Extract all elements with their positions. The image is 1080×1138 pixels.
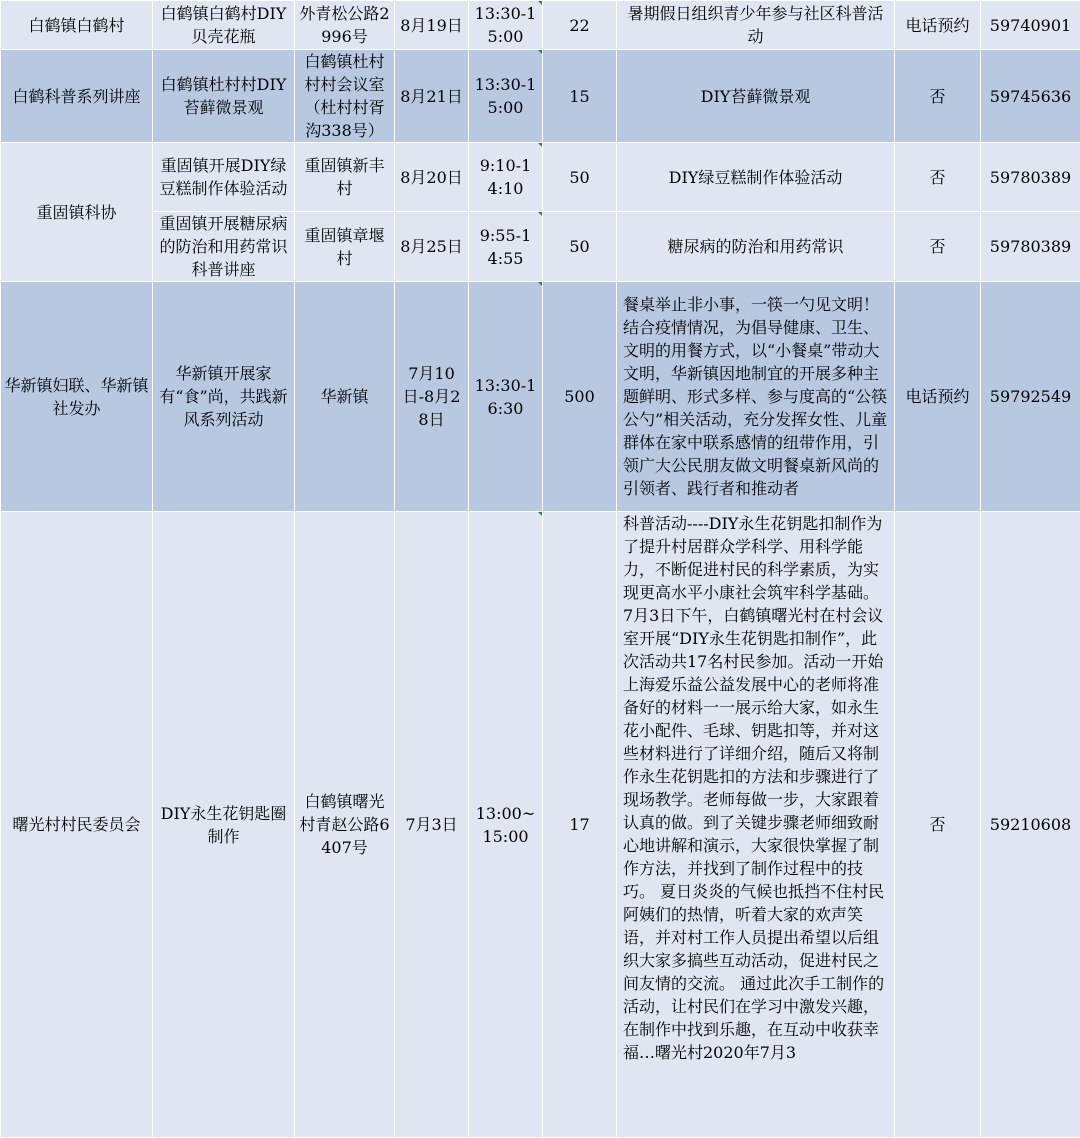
date-cell: 8月25日 — [395, 212, 469, 282]
date-cell: 7月10日-8月28日 — [395, 282, 469, 512]
activity-cell: 白鹤镇杜村村DIY苔藓微景观 — [153, 50, 295, 143]
time-cell: 9:10-14:10 — [469, 143, 543, 212]
count-cell: 15 — [543, 50, 617, 143]
date-cell: 8月21日 — [395, 50, 469, 143]
booking-cell: 电话预约 — [895, 1, 981, 50]
location-cell: 重固镇章堰村 — [295, 212, 395, 282]
time-cell: 13:30-15:00 — [469, 1, 543, 50]
date-cell: 8月20日 — [395, 143, 469, 212]
time-cell: 13:30-16:30 — [469, 282, 543, 512]
count-cell: 17 — [543, 512, 617, 1138]
location-cell: 外青松公路2996号 — [295, 1, 395, 50]
booking-cell: 电话预约 — [895, 282, 981, 512]
activity-cell: DIY永生花钥匙圈制作 — [153, 512, 295, 1138]
phone-cell: 59745636 — [981, 50, 1080, 143]
description-cell: DIY苔藓微景观 — [617, 50, 895, 143]
organizer-cell: 华新镇妇联、华新镇社发办 — [1, 282, 153, 512]
table-row — [1, 1, 1080, 50]
location-cell: 白鹤镇曙光村青赵公路6407号 — [295, 512, 395, 1138]
booking-cell: 否 — [895, 212, 981, 282]
location-cell: 白鹤镇杜村村村会议室（杜村村胥沟338号） — [295, 50, 395, 143]
description-text: 科普活动----DIY永生花钥匙扣制作为了提升村居群众学科学、用科学能力，不断促进村民的科学素质，为实现更高水平小康社会筑牢科学基础。7月3日下午，白鹤镇曙光村在村会议室开展“DIY永生花钥匙扣制作”，此次活动共17名村民参加。活动一开始上海爱乐益公益发展中心的老师将准备好的材料一一展示给大家，如永生花小配件、毛球、钥匙扣等，并对这些材料进行了详细介绍，随后又将制作永生花钥匙扣的方法和步骤进行了现场教学。老师每做一步，大家跟着认真的做。到了关键步骤老师细致耐心地讲解和演示，大家很快掌握了制作方法，并找到了制作过程中的技巧。 夏日炎炎的气候也抵挡不住村民阿姨们的热情，听着大家的欢声笑语，并对村工作人员提出希望以后组织大家多搞些互动活动，促进村民之间友情的交流。 通过此次手工制作的活动，让村民们在学习中激发兴趣，在制作中找到乐趣，在互动中收获幸福…曙光村2020年7月3 — [623, 512, 888, 1064]
phone-cell: 59780389 — [981, 143, 1080, 212]
organizer-cell: 重固镇科协 — [1, 143, 153, 282]
count-cell: 50 — [543, 212, 617, 282]
activity-cell: 重固镇开展糖尿病的防治和用药常识科普讲座 — [153, 212, 295, 282]
description-cell: 餐桌举止非小事，一筷一勺见文明！结合疫情情况，为倡导健康、卫生、文明的用餐方式，以“小餐桌”带动大文明，华新镇因地制宜的开展多种主题鲜明、形式多样、参与度高的“公筷公勺”相关活动，充分发挥女性、儿童群体在家中联系感情的纽带作用，引领广大公民朋友做文明餐桌新风尚的引领者、践行者和推动者 — [617, 282, 895, 512]
organizer-cell: 白鹤科普系列讲座 — [1, 50, 153, 143]
count-cell: 500 — [543, 282, 617, 512]
table-row — [1, 143, 1080, 212]
activity-cell: 重固镇开展DIY绿豆糕制作体验活动 — [153, 143, 295, 212]
organizer-cell: 白鹤镇白鹤村 — [1, 1, 153, 50]
location-cell: 重固镇新丰村 — [295, 143, 395, 212]
table-row — [1, 212, 1080, 282]
description-cell — [617, 512, 895, 1138]
description-cell: DIY绿豆糕制作体验活动 — [617, 143, 895, 212]
date-cell: 7月3日 — [395, 512, 469, 1138]
table-row — [1, 512, 1080, 1138]
activity-cell: 华新镇开展家有“食”尚，共践新风系列活动 — [153, 282, 295, 512]
booking-cell: 否 — [895, 143, 981, 212]
table-row — [1, 50, 1080, 143]
phone-cell: 59740901 — [981, 1, 1080, 50]
booking-cell: 否 — [895, 50, 981, 143]
count-cell: 50 — [543, 143, 617, 212]
table-row — [1, 282, 1080, 512]
activity-cell: 白鹤镇白鹤村DIY贝壳花瓶 — [153, 1, 295, 50]
phone-cell: 59210608 — [981, 512, 1080, 1138]
phone-cell: 59780389 — [981, 212, 1080, 282]
description-cell: 暑期假日组织青少年参与社区科普活动 — [617, 1, 895, 50]
location-cell: 华新镇 — [295, 282, 395, 512]
time-cell: 13:30-15:00 — [469, 50, 543, 143]
time-cell: 13:00~15:00 — [469, 512, 543, 1138]
phone-cell: 59792549 — [981, 282, 1080, 512]
organizer-cell: 曙光村村民委员会 — [1, 512, 153, 1138]
time-cell: 9:55-14:55 — [469, 212, 543, 282]
date-cell: 8月19日 — [395, 1, 469, 50]
count-cell: 22 — [543, 1, 617, 50]
booking-cell: 否 — [895, 512, 981, 1138]
description-cell: 糖尿病的防治和用药常识 — [617, 212, 895, 282]
